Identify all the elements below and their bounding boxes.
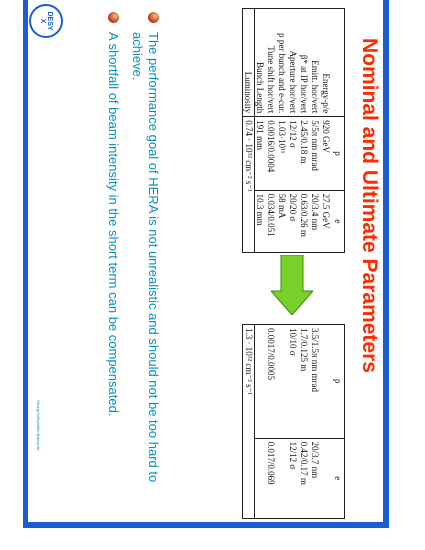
table-row: 1.7/0.125 m 0.42/0.17 m	[299, 325, 310, 519]
frame-bottom-bar	[23, 522, 389, 528]
table-row: Tune shift hor/vert 0.0016/0.0004 0.034/0.051	[266, 9, 277, 253]
table-row: 10/10 σ 12/12 σ	[288, 325, 299, 519]
table-header-cell: p	[332, 117, 345, 190]
table-row: Bunch Length 191 mm 10.3 mm	[255, 9, 267, 253]
table-header-cell: p	[332, 325, 345, 439]
right-arrow-icon	[271, 255, 313, 315]
bullet-list	[97, 10, 161, 515]
table-row: Aperture hor/vert 12/12 σ 20/20 σ	[288, 9, 299, 253]
table-row: Luminosity 0.74 · 10³² cm⁻² s⁻¹	[243, 9, 255, 253]
bullet-icon	[108, 12, 119, 23]
table-row: β* at IP hor/vert 2.45/0.18 m 0.63/0.26 m	[299, 9, 310, 253]
table-header-cell	[332, 9, 345, 117]
table-row	[277, 325, 288, 519]
table-row: 1.3 · 10³² cm⁻² s⁻¹	[243, 325, 255, 519]
ultimate-parameters-table	[242, 324, 345, 519]
table-row	[321, 325, 332, 519]
table-header-cell: e	[332, 190, 345, 252]
frame-right-bar	[383, 0, 389, 528]
list-item	[129, 10, 161, 515]
footer-email: Georg.Hoffstaetter@desy.de	[36, 400, 41, 451]
table-row: 3.5/1.5π nm mrad 20/3.7 nm	[310, 325, 321, 519]
table-row: 0.0017/0.0005 0.017/0.069	[266, 325, 277, 519]
bullet-text: A shortfall of beam intensity in the short term can be compensated.	[106, 32, 121, 417]
table-header-cell: e	[332, 438, 345, 518]
table-row: Emitt. hor/vert 5/5π nm mrad 20/3.4 nm	[310, 9, 321, 253]
slide	[28, 0, 383, 522]
slide-title: Nominal and Ultimate Parameters	[358, 38, 381, 373]
slide-content	[28, 0, 383, 522]
desy-logo-icon: DESY X	[29, 4, 63, 38]
table-row: p per bunch and e-cur. 1.03·10¹¹ 58 mA	[277, 9, 288, 253]
bullet-icon	[148, 12, 159, 23]
nominal-parameters-table	[242, 8, 345, 253]
table-row: Energy-p/e 920 GeV 27.5 GeV	[321, 9, 332, 253]
list-item	[105, 10, 121, 515]
bullet-text: The performance goal of HERA is not unrealistic and should not be too hard to achieve.	[130, 32, 161, 483]
table-row	[255, 325, 267, 519]
